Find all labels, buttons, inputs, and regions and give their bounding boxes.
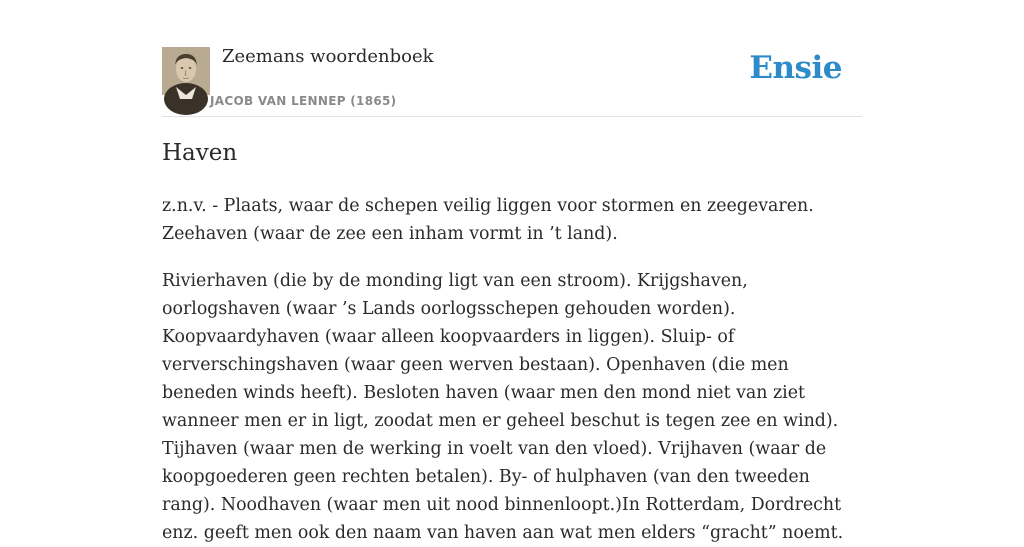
dictionary-author[interactable]: JACOB VAN LENNEP (1865) xyxy=(210,94,397,108)
page-container xyxy=(162,0,862,543)
entry-paragraph: z.n.v. - Plaats, waar de schepen veilig liggen voor stormen en zeegevaren. Zeehaven (waar de zee een inham vormt in ’t land). xyxy=(162,196,814,244)
ensie-logo[interactable]: Ensie xyxy=(749,50,842,86)
author-portrait-icon xyxy=(162,47,210,95)
dictionary-header xyxy=(162,0,862,117)
entry-title: Haven xyxy=(162,140,238,166)
entry-paragraph: Rivierhaven (die by de monding ligt van een stroom). Krijgshaven, oorlogshaven (waar ’s Lands oorlogsschepen gehouden worden). Koopvaardyhaven (waar alleen koopvaarders in liggen). Sluip- of ververschingshaven (waar geen werven bestaan). Openhaven (die men beneden winds heeft). Besloten haven (waar men den mond niet van ziet wanneer men er in ligt, zoodat men er geheel beschut is tegen zee en wind). Tijhaven (waar men de werking in voelt van den vloed). Vrijhaven (waar de koopgoederen geen rechten betalen). By- of hulphaven (van den tweeden rang). Noodhaven (waar men uit nood binnenloopt.)In Rotterdam, Dordrecht enz. geeft men ook den naam van haven aan wat men elders “gracht” noemt. xyxy=(162,271,844,543)
author-avatar[interactable] xyxy=(162,47,210,95)
dictionary-title[interactable]: Zeemans woordenboek xyxy=(222,46,434,67)
